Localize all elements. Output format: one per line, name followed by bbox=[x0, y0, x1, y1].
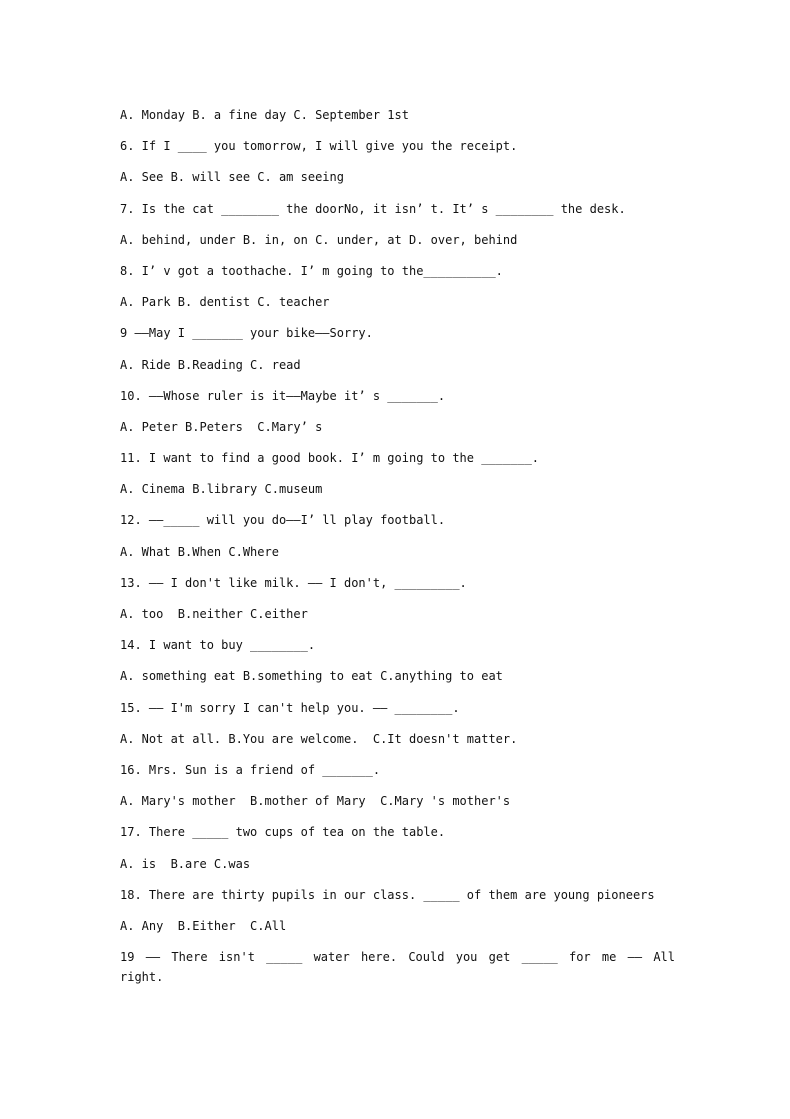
question-12: 12. ——_____ will you do——I’ ll play football. bbox=[120, 513, 446, 528]
answer-options-8: A. Park B. dentist C. teacher bbox=[120, 295, 330, 310]
question-8: 8. I’ v got a toothache. I’ m going to the__________. bbox=[120, 263, 503, 278]
answer-options-15: A. Not at all. B.You are welcome. C.It doesn't matter. bbox=[120, 731, 518, 746]
question-9: 9 ——May I _______ your bike——Sorry. bbox=[120, 326, 373, 341]
question-7: 7. Is the cat ________ the doorNo, it isn’ t. It’ s ________ the desk. bbox=[120, 201, 626, 216]
answer-options-16: A. Mary's mother B.mother of Mary C.Mary 's mother's bbox=[120, 794, 511, 809]
answer-options-13: A. too B.neither C.either bbox=[120, 607, 308, 621]
answer-options-10: A. Peter B.Peters C.Mary’ s bbox=[120, 419, 323, 434]
question-15: 15. —— I'm sorry I can't help you. —— ________. bbox=[120, 700, 460, 715]
answer-options-6: A. See B. will see C. am seeing bbox=[120, 170, 344, 185]
question-6: 6. If I ____ you tomorrow, I will give you the receipt. bbox=[120, 139, 518, 154]
question-17: 17. There _____ two cups of tea on the table. bbox=[120, 825, 446, 840]
answer-options-7: A. behind, under B. in, on C. under, at D. over, behind bbox=[120, 232, 518, 247]
question-14: 14. I want to buy ________. bbox=[120, 638, 316, 653]
answer-options-14: A. something eat B.something to eat C.anything to eat bbox=[120, 669, 503, 684]
answer-options-17: A. is B.are C.was bbox=[120, 856, 251, 871]
answer-options-12: A. What B.When C.Where bbox=[120, 544, 279, 559]
question-13: 13. —— I don't like milk. —— I don't, _________. bbox=[120, 575, 467, 590]
question-10: 10. ——Whose ruler is it——Maybe it’ s _______. bbox=[120, 388, 446, 403]
exercise-text bbox=[120, 105, 675, 998]
answer-options-11: A. Cinema B.library C.museum bbox=[120, 482, 323, 497]
question-19: 19 —— There isn't _____ water here. Could you get _____ for me —— All right. bbox=[120, 950, 675, 985]
question-16: 16. Mrs. Sun is a friend of _______. bbox=[120, 762, 381, 777]
answer-options-9: A. Ride B.Reading C. read bbox=[120, 357, 301, 372]
answer-options-18: A. Any B.Either C.All bbox=[120, 918, 287, 933]
question-18: 18. There are thirty pupils in our class. _____ of them are young pioneers bbox=[120, 887, 655, 902]
answer-options-5: A. Monday B. a fine day C. September 1st bbox=[120, 108, 409, 122]
question-11: 11. I want to find a good book. I’ m going to the _______. bbox=[120, 451, 540, 466]
